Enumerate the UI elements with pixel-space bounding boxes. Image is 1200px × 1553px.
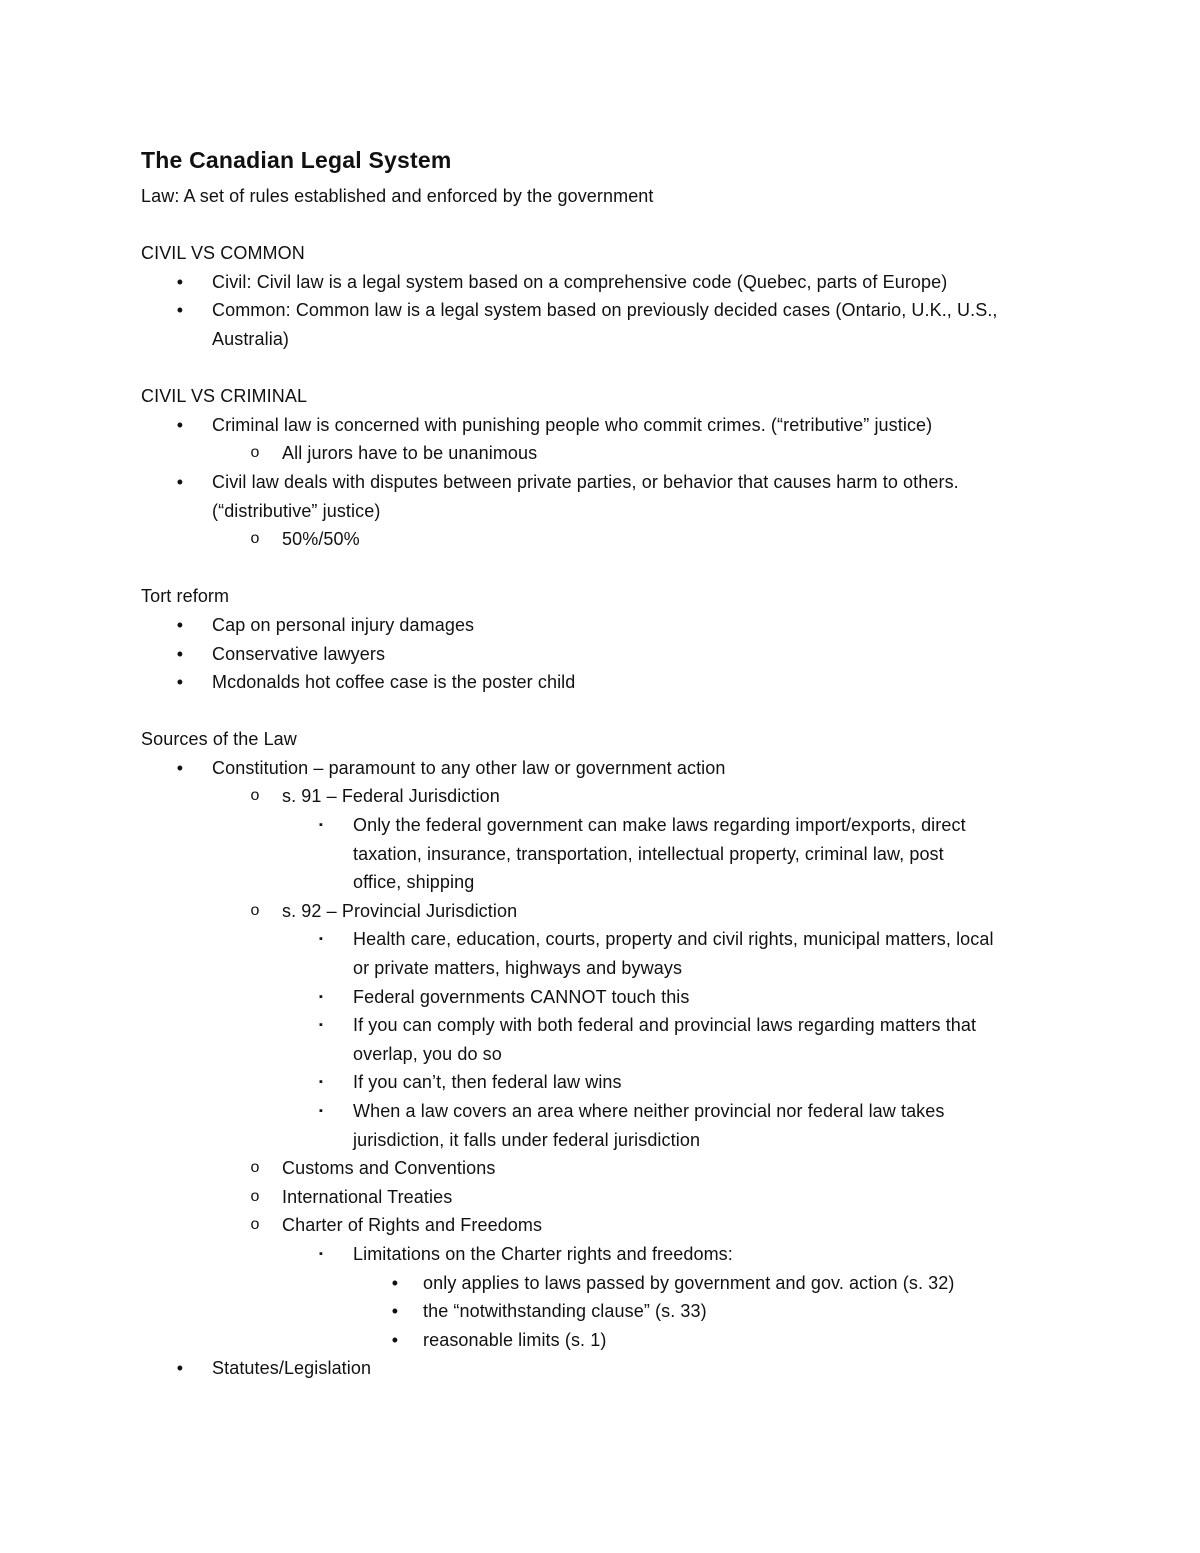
list-item-jurors bbox=[141, 439, 1071, 468]
circle-bullet-icon: o bbox=[250, 901, 260, 919]
list-item-text: Civil: Civil law is a legal system based on a comprehensive code (Quebec, parts of Europe) bbox=[212, 271, 948, 292]
square-bullet-icon: ▪ bbox=[319, 990, 323, 1003]
blank-line bbox=[141, 211, 1071, 240]
list-item-s92-comply bbox=[141, 1011, 1071, 1068]
list-item-text: Australia) bbox=[212, 328, 290, 349]
list-item-text: s. 91 – Federal Jurisdiction bbox=[282, 786, 500, 807]
list-item-s92 bbox=[141, 897, 1071, 926]
list-item-s92-health bbox=[141, 925, 1071, 982]
list-item-s92-cannot bbox=[141, 983, 1071, 1012]
blank-line bbox=[141, 354, 1071, 383]
list-item-s92-cant bbox=[141, 1068, 1071, 1097]
square-bullet-icon: ▪ bbox=[319, 819, 323, 832]
list-item-text: Mcdonalds hot coffee case is the poster child bbox=[212, 672, 576, 693]
list-item-text: If you can’t, then federal law wins bbox=[353, 1072, 622, 1093]
list-item-civil-disputes bbox=[141, 468, 1071, 525]
list-item-constitution bbox=[141, 754, 1071, 783]
list-item-text: Health care, education, courts, property and civil rights, municipal matters, local bbox=[353, 929, 994, 950]
list-item-text: 50%/50% bbox=[282, 529, 360, 550]
list-item-limitation-s32 bbox=[141, 1269, 1071, 1298]
list-item-text: Charter of Rights and Freedoms bbox=[282, 1215, 543, 1236]
list-item-lawyers bbox=[141, 640, 1071, 669]
list-item-customs bbox=[141, 1154, 1071, 1183]
bullet-icon: • bbox=[176, 1358, 184, 1379]
law-definition: Law: A set of rules established and enforced by the government bbox=[141, 186, 654, 206]
list-item-coffee-case bbox=[141, 668, 1071, 697]
list-item-text: Civil law deals with disputes between private parties, or behavior that causes harm to others. bbox=[212, 471, 959, 492]
square-bullet-icon: ▪ bbox=[319, 1105, 323, 1117]
list-item-text: If you can comply with both federal and provincial laws regarding matters that bbox=[353, 1015, 977, 1036]
section-heading-tort-reform: Tort reform bbox=[141, 586, 230, 607]
list-item-text: Federal governments CANNOT touch this bbox=[353, 986, 690, 1007]
list-item-text: Cap on personal injury damages bbox=[212, 614, 475, 635]
list-item-text: Common: Common law is a legal system based on previously decided cases (Ontario, U.K., U.S., bbox=[212, 300, 998, 321]
list-item-text: overlap, you do so bbox=[353, 1043, 502, 1064]
square-bullet-icon: ▪ bbox=[319, 1076, 323, 1089]
circle-bullet-icon: o bbox=[250, 444, 260, 462]
list-item-s91 bbox=[141, 782, 1071, 811]
circle-bullet-icon: o bbox=[250, 1216, 260, 1234]
list-item-common-law bbox=[141, 296, 1071, 353]
square-bullet-icon: ▪ bbox=[319, 933, 323, 946]
bullet-icon: • bbox=[176, 271, 184, 292]
section-heading-sources: Sources of the Law bbox=[141, 729, 297, 750]
list-item-text: office, shipping bbox=[353, 872, 475, 893]
circle-bullet-icon: o bbox=[250, 530, 260, 548]
bullet-icon: • bbox=[176, 672, 184, 693]
list-item-text: only applies to laws passed by government and gov. action (s. 32) bbox=[423, 1272, 955, 1293]
section-heading-civil-vs-common: CIVIL VS COMMON bbox=[141, 243, 305, 264]
list-item-civil-law bbox=[141, 268, 1071, 297]
square-bullet-icon: ▪ bbox=[319, 1019, 323, 1032]
list-item-limitation-s33 bbox=[141, 1297, 1071, 1326]
list-item-s91-detail bbox=[141, 811, 1071, 897]
square-bullet-icon: ▪ bbox=[319, 1247, 323, 1260]
list-item-text: When a law covers an area where neither provincial nor federal law takes bbox=[353, 1101, 945, 1121]
bullet-icon: • bbox=[176, 414, 184, 435]
blank-line bbox=[141, 697, 1071, 726]
list-item-text: All jurors have to be unanimous bbox=[282, 443, 538, 464]
list-item-text: Constitution – paramount to any other law or government action bbox=[212, 757, 726, 778]
section-heading-civil-vs-criminal: CIVIL VS CRIMINAL bbox=[141, 386, 308, 407]
list-item-statutes bbox=[141, 1354, 1071, 1383]
document-body bbox=[141, 142, 1071, 1383]
list-item-text: International Treaties bbox=[282, 1186, 453, 1207]
list-item-cap bbox=[141, 611, 1071, 640]
circle-bullet-icon: o bbox=[250, 1187, 260, 1205]
bullet-icon: • bbox=[176, 300, 184, 321]
bullet-icon: • bbox=[176, 757, 184, 778]
list-item-text: s. 92 – Provincial Jurisdiction bbox=[282, 900, 518, 921]
list-item-text: or private matters, highways and byways bbox=[353, 958, 683, 979]
list-item-text: the “notwithstanding clause” (s. 33) bbox=[423, 1301, 707, 1322]
list-item-text: Statutes/Legislation bbox=[212, 1358, 372, 1379]
list-item-text: Conservative lawyers bbox=[212, 643, 386, 664]
list-item-treaties bbox=[141, 1183, 1071, 1212]
list-item-text: Limitations on the Charter rights and freedoms: bbox=[353, 1243, 733, 1264]
list-item-criminal-law bbox=[141, 411, 1071, 440]
list-item-text: taxation, insurance, transportation, intellectual property, criminal law, post bbox=[353, 843, 944, 864]
bullet-icon: • bbox=[176, 614, 184, 635]
blank-line bbox=[141, 554, 1071, 583]
document-title: The Canadian Legal System bbox=[141, 147, 452, 173]
list-item-limitation-s1 bbox=[141, 1326, 1071, 1355]
list-item-ratio bbox=[141, 525, 1071, 554]
list-item-text: Only the federal government can make laws regarding import/exports, direct bbox=[353, 815, 966, 836]
list-item-text: reasonable limits (s. 1) bbox=[423, 1329, 607, 1350]
list-item-limitations bbox=[141, 1240, 1071, 1269]
bullet-icon: • bbox=[176, 643, 184, 664]
circle-bullet-icon: o bbox=[250, 1159, 260, 1177]
bullet-icon: • bbox=[176, 471, 184, 492]
bullet-icon: • bbox=[391, 1301, 399, 1322]
list-item-text: Criminal law is concerned with punishing people who commit crimes. (“retributive” justice) bbox=[212, 414, 933, 435]
list-item-text: jurisdiction, it falls under federal jurisdiction bbox=[353, 1129, 701, 1150]
list-item-text: Customs and Conventions bbox=[282, 1158, 496, 1179]
list-item-s92-neither bbox=[141, 1097, 1071, 1154]
list-item-text: (“distributive” justice) bbox=[212, 500, 381, 521]
list-item-charter bbox=[141, 1211, 1071, 1240]
circle-bullet-icon: o bbox=[250, 787, 260, 805]
bullet-icon: • bbox=[391, 1329, 399, 1350]
bullet-icon: • bbox=[391, 1272, 399, 1293]
